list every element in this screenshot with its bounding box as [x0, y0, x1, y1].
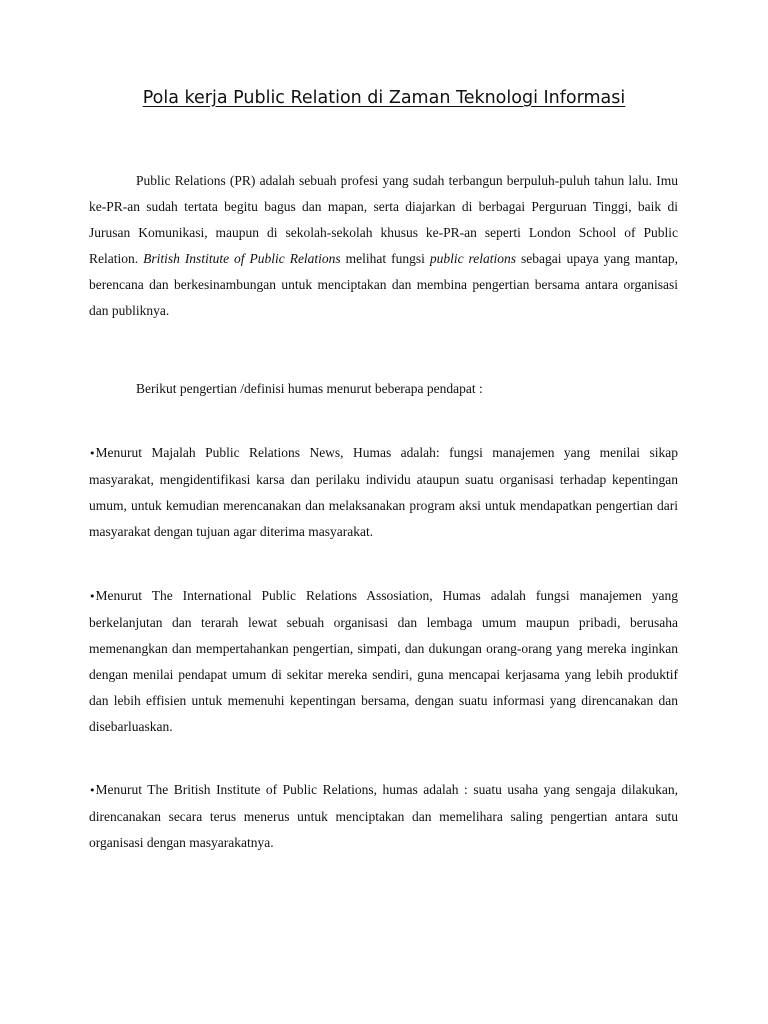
bullet-icon: • — [89, 784, 96, 797]
intro-text-2: melihat fungsi — [340, 251, 430, 266]
bullet-icon: • — [89, 590, 96, 603]
intro-text: Public Relations (PR) adalah sebuah profesi yang sudah terbangun berpuluh-puluh tahun lalu. Imu ke-PR-an sudah tertata begitu bagus dan mapan, serta diajarkan di berbagai Perguruan Tinggi, baik di Jurusan Komunikasi, maupun di sekolah-sekolah khusus ke-PR-an seperti London School of Public Relation. — [89, 173, 678, 266]
document-title: Pola kerja Public Relation di Zaman Teknologi Informasi — [142, 88, 626, 108]
intro-italic-pr: public relations — [429, 251, 517, 266]
definition-item — [89, 583, 678, 740]
intro-italic-institute: British Institute of Public Relations — [143, 251, 341, 266]
intro-paragraph — [89, 168, 678, 324]
definition-text: Menurut The International Public Relations Assosiation, Humas adalah fungsi manajemen yang berkelanjutan dan terarah lewat sebuah organisasi dan lembaga umum maupun pribadi, berusaha memenangkan dan mempertahankan pengertian, simpati, dan dukungan orang-orang yang mereka inginkan dengan menilai pendapat umum di sekitar mereka sendiri, guna mencapai kerjasama yang lebih produktif dan lebih effisien untuk memenuhi kepentingan bersama, dengan suatu informasi yang direncanakan dan disebarluaskan. — [89, 588, 678, 734]
definition-item — [89, 440, 678, 545]
definition-text: Menurut Majalah Public Relations News, Humas adalah: fungsi manajemen yang menilai sikap masyarakat, mengidentifikasi karsa dan perilaku individu ataupun suatu organisasi terhadap kepentingan umum, untuk kemudian merencanakan dan melaksanakan program aksi untuk mendapatkan pengertian dari masyarakat dengan tujuan agar diterima masyarakat. — [89, 445, 678, 539]
lead-in-paragraph: Berikut pengertian /definisi humas menurut beberapa pendapat : — [136, 381, 483, 396]
definition-text: Menurut The British Institute of Public Relations, humas adalah : suatu usaha yang sengaja dilakukan, direncanakan secara terus menerus untuk menciptakan dan memelihara saling pengertian antara sutu organisasi dengan masyarakatnya. — [89, 782, 678, 850]
definition-item — [89, 777, 678, 856]
intro-text-3: sebagai upaya yang mantap, berencana dan berkesinambungan untuk menciptakan dan membina pengertian bersama antara organisasi dan publiknya. — [89, 251, 678, 318]
bullet-icon: • — [89, 447, 96, 460]
